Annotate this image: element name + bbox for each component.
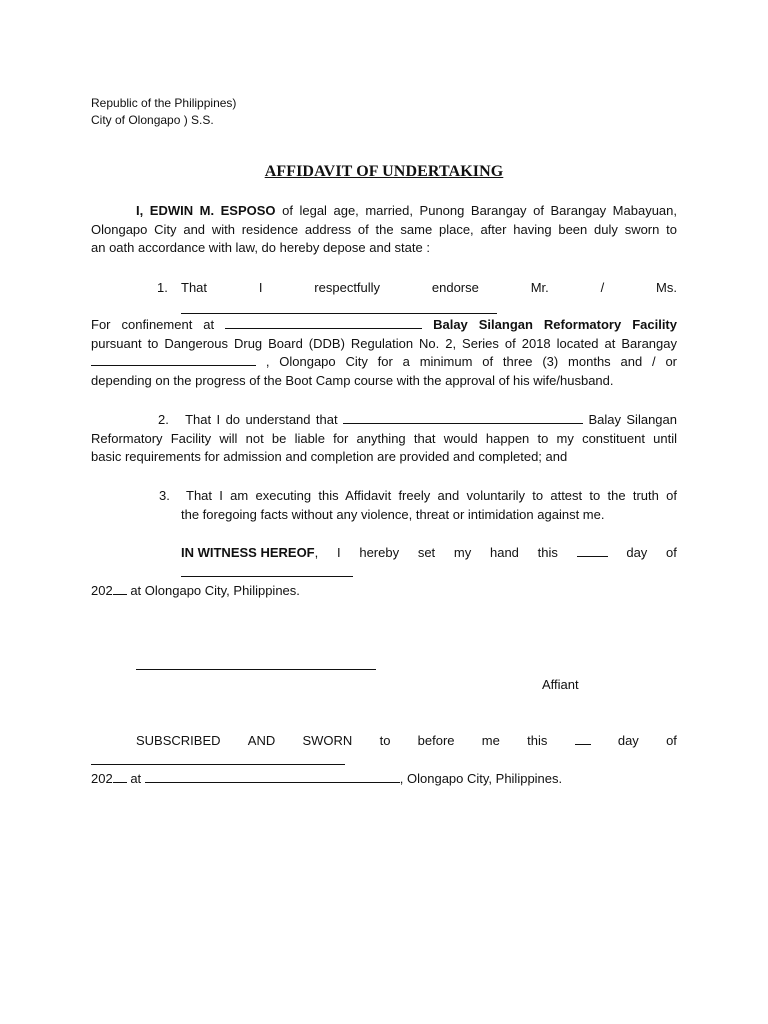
item2-line-1 xyxy=(91,411,677,430)
item1-word: I xyxy=(258,280,263,295)
intro-line-2: Olongapo City and with residence address of the same place, after having been duly sworn to xyxy=(91,221,677,237)
jurat-word: SWORN xyxy=(302,733,353,748)
item2-paragraph xyxy=(91,411,677,467)
item2-line-3: basic requirements for admission and completion are provided and completed; and xyxy=(91,449,568,464)
jurat-word: SUBSCRIBED xyxy=(136,733,221,748)
facility-name: Balay Silangan Reformatory Facility xyxy=(433,317,677,332)
witness-year-prefix: 202 xyxy=(91,583,113,598)
item1-word: Mr. xyxy=(530,280,549,295)
witness-year-line xyxy=(91,582,300,601)
confinement-label: For confinement at xyxy=(91,317,226,332)
item2-line-1-post: Balay Silangan xyxy=(583,412,677,427)
witness-lead xyxy=(181,544,318,563)
jurat-line xyxy=(136,732,677,751)
witness-hereof: IN WITNESS HEREOF xyxy=(181,545,315,560)
jurat-place-blank[interactable] xyxy=(145,770,400,783)
item2-line-2: Reformatory Facility will not be liable for anything that would happen to my constituent until xyxy=(91,430,677,446)
endorsee-name-blank[interactable] xyxy=(181,313,497,314)
affiant-signature-line[interactable] xyxy=(136,669,376,670)
jurat-word: this xyxy=(527,733,548,748)
jurat-year-blank[interactable] xyxy=(113,770,127,783)
witness-location: at Olongapo City, Philippines. xyxy=(126,583,300,598)
item2-line-1-pre: That I do understand that xyxy=(185,412,344,427)
jurat-of: of xyxy=(666,733,677,748)
item1-line-5-rest: , Olongapo City for a minimum of three (3) months and / or xyxy=(256,354,677,369)
intro-paragraph xyxy=(91,202,677,258)
item3-line-2: the foregoing facts without any violence, threat or intimidation against me. xyxy=(181,506,605,522)
jurat-city: , Olongapo City, Philippines. xyxy=(399,771,563,786)
item1-line-6: depending on the progress of the Boot Camp course with the approval of his wife/husband. xyxy=(91,372,614,388)
document-title: AFFIDAVIT OF UNDERTAKING xyxy=(264,163,504,180)
jurat-word: me xyxy=(481,733,500,748)
intro-line-1 xyxy=(91,202,677,221)
witness-word: this xyxy=(537,545,558,560)
jurat-year-line xyxy=(91,770,562,789)
item1-line-4: pursuant to Dangerous Drug Board (DDB) Regulation No. 2, Series of 2018 located at Barangay xyxy=(91,335,677,351)
header-city: City of Olongapo ) S.S. xyxy=(91,113,214,127)
witness-word: hand xyxy=(489,545,519,560)
affiant-name: EDWIN M. ESPOSO xyxy=(149,203,276,218)
item3-paragraph xyxy=(181,487,677,524)
confinement-place-blank[interactable] xyxy=(225,316,422,329)
item3-line-1: That I am executing this Affidavit freely and voluntarily to attest to the truth of xyxy=(186,488,677,503)
item1-word: endorse xyxy=(431,280,479,295)
item1-word: / xyxy=(600,280,605,295)
jurat-month-blank[interactable] xyxy=(91,764,345,765)
witness-line xyxy=(181,544,677,563)
header-republic: Republic of the Philippines) xyxy=(91,96,237,110)
witness-word: my xyxy=(453,545,472,560)
item1-line-5 xyxy=(91,353,677,372)
item2-number: 2. xyxy=(158,412,169,427)
item1-word: Ms. xyxy=(656,280,677,295)
jurat-at: at xyxy=(126,771,145,786)
jurat-word: before xyxy=(417,733,455,748)
item1-number: 1. xyxy=(157,280,168,295)
witness-day: day xyxy=(626,545,648,560)
witness-month-blank[interactable] xyxy=(181,576,353,577)
jurat-word: to xyxy=(379,733,391,748)
witness-word: hereby xyxy=(359,545,400,560)
jurat-day-blank[interactable] xyxy=(575,732,591,745)
item1-body xyxy=(91,316,677,390)
witness-year-blank[interactable] xyxy=(113,582,127,595)
jurat-day: day xyxy=(617,733,639,748)
intro-line-1-rest: of legal age, married, Punong Barangay of Barangay Mabayuan, xyxy=(275,203,678,218)
witness-word: I xyxy=(336,545,341,560)
jurat-word: AND xyxy=(247,733,276,748)
item1-line-3 xyxy=(91,316,677,335)
witness-day-blank[interactable] xyxy=(577,544,608,557)
jurat-year-prefix: 202 xyxy=(91,771,113,786)
item3-number: 3. xyxy=(159,488,170,503)
item1-word: respectfully xyxy=(314,280,381,295)
affiant-label: Affiant xyxy=(542,677,579,692)
item2-name-blank[interactable] xyxy=(343,411,583,424)
intro-line-3: an oath accordance with law, do hereby depose and state : xyxy=(91,240,430,255)
intro-pre: I, xyxy=(136,203,150,218)
item1-word: That xyxy=(181,280,208,295)
witness-word: set xyxy=(417,545,436,560)
witness-comma: , xyxy=(314,545,319,560)
witness-of: of xyxy=(666,545,677,560)
item1-line-1 xyxy=(181,279,677,298)
barangay-blank[interactable] xyxy=(91,353,256,366)
